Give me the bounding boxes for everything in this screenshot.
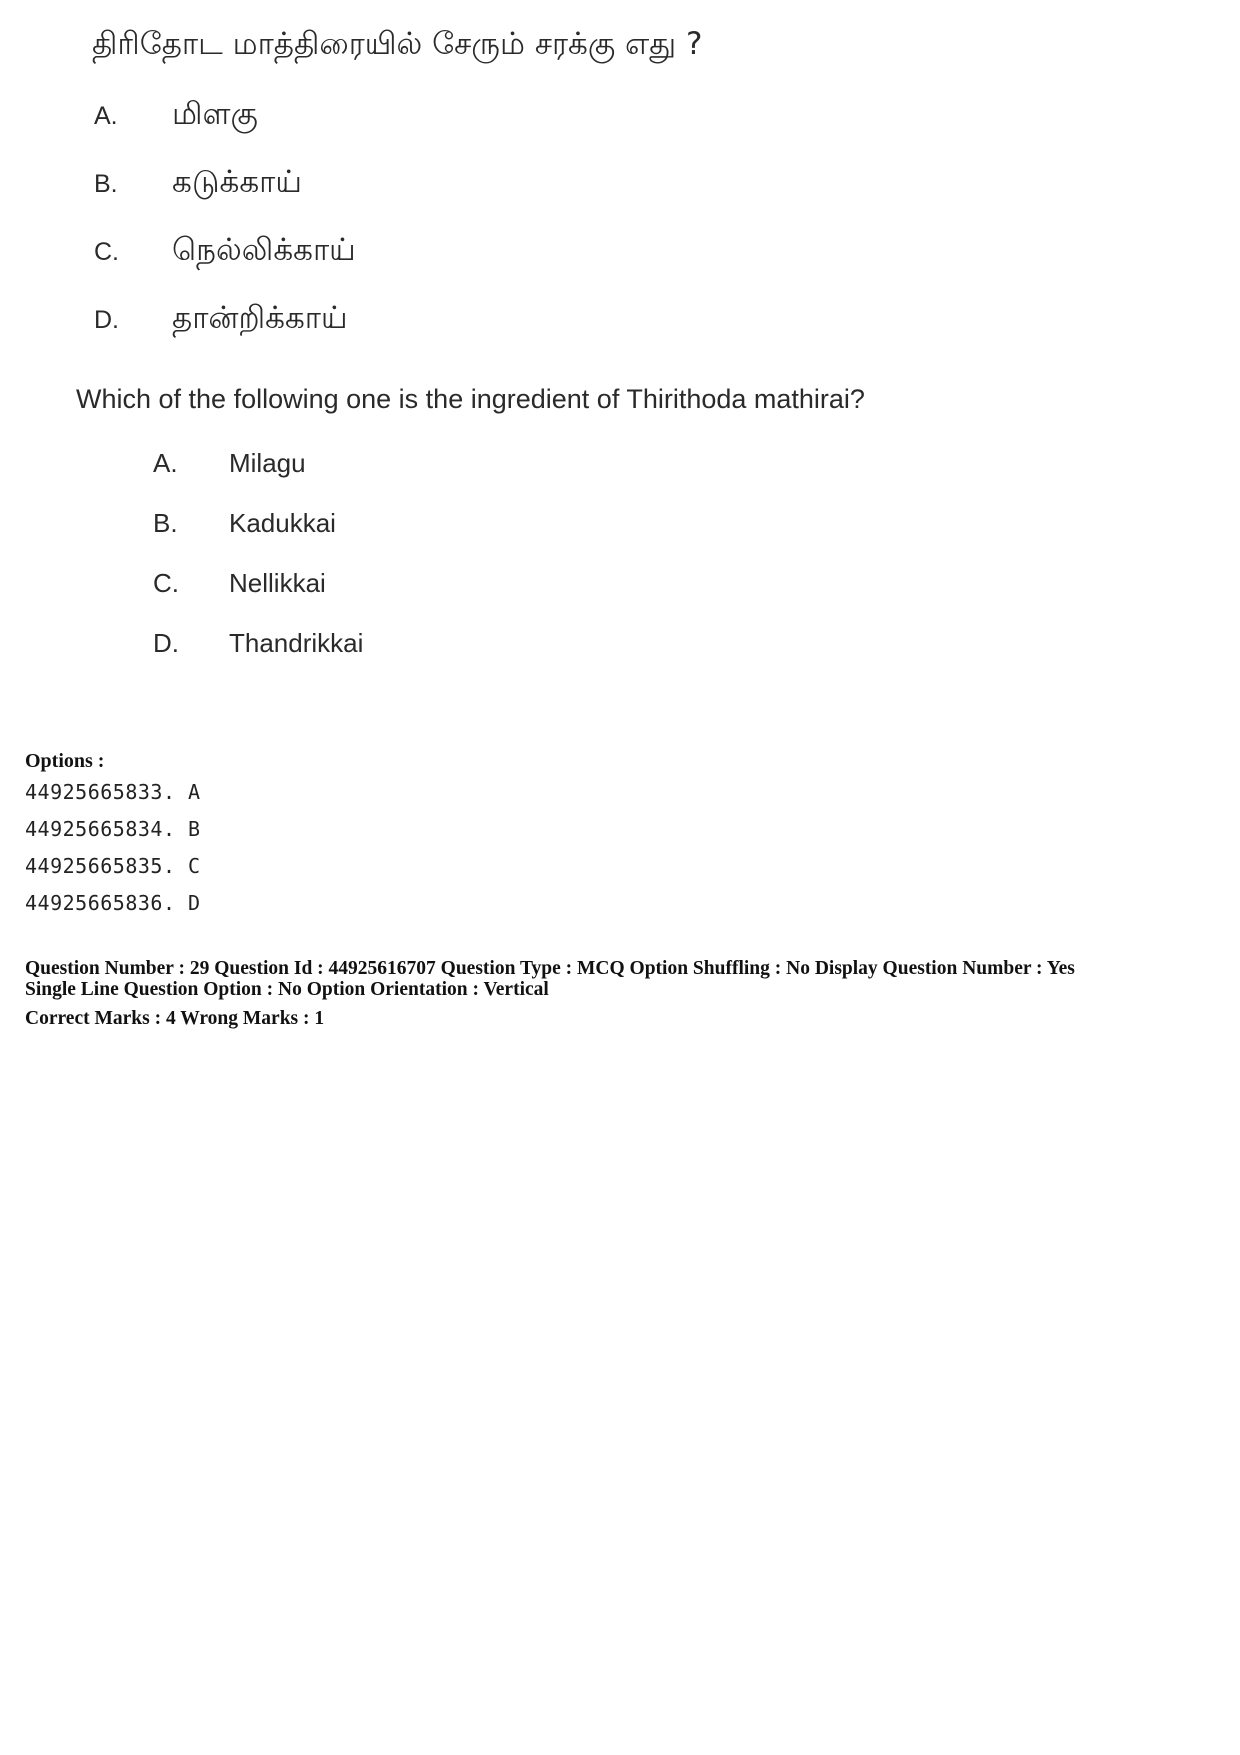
option-text: Thandrikkai	[229, 628, 364, 658]
option-text: கடுக்காய்	[172, 164, 302, 200]
option-letter: D.	[153, 628, 179, 658]
option-letter: A.	[94, 102, 118, 130]
question-meta-line-2: Single Line Question Option : No Option Orientation : Vertical	[25, 979, 549, 1000]
question-marks-line: Correct Marks : 4 Wrong Marks : 1	[25, 1008, 325, 1029]
option-text: தான்றிக்காய்	[172, 300, 348, 336]
option-id-a: 44925665833. A	[25, 780, 201, 804]
option-letter: B.	[94, 170, 118, 198]
question-meta-line-1: Question Number : 29 Question Id : 44925616707 Question Type : MCQ Option Shuffling : No Display Question Number : Yes	[25, 958, 1075, 979]
option-text: Milagu	[229, 448, 306, 478]
option-letter: A.	[153, 448, 178, 478]
option-text: Kadukkai	[229, 508, 336, 538]
option-id-c: 44925665835. C	[25, 854, 201, 878]
option-letter: C.	[94, 238, 119, 266]
option-letter: B.	[153, 508, 178, 538]
option-letter: C.	[153, 568, 179, 598]
option-text: மிளகு	[172, 96, 258, 132]
option-text: நெல்லிக்காய்	[172, 232, 356, 268]
option-text: Nellikkai	[229, 568, 326, 598]
tamil-question-text: திரிதோட மாத்திரையில் சேரும் சரக்கு எது ?	[92, 26, 703, 62]
option-letter: D.	[94, 306, 119, 334]
option-id-d: 44925665836. D	[25, 891, 201, 915]
english-question-text: Which of the following one is the ingredient of Thirithoda mathirai?	[76, 384, 865, 414]
options-heading: Options :	[25, 750, 105, 772]
option-id-b: 44925665834. B	[25, 817, 201, 841]
